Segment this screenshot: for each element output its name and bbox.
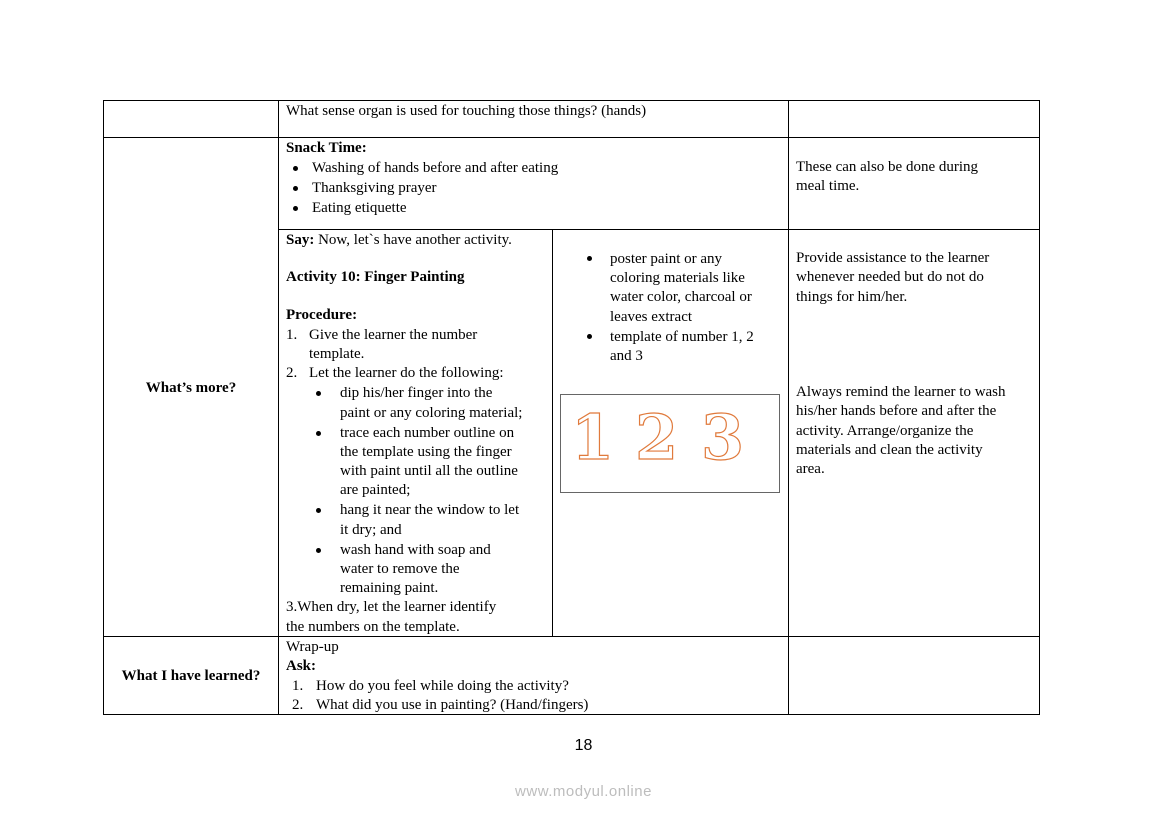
bullet-icon xyxy=(293,166,298,171)
question-number: 1. xyxy=(292,678,304,694)
note-line: area. xyxy=(796,461,825,477)
bullet-icon xyxy=(316,508,321,513)
bullet-icon xyxy=(587,256,592,261)
template-digit-1: 1 xyxy=(571,401,615,474)
bullet-icon xyxy=(316,548,321,553)
table-left-border xyxy=(103,100,104,715)
sub-item-line: the template using the finger xyxy=(340,444,512,460)
watermark: www.modyul.online xyxy=(515,783,652,800)
column-divider-materials xyxy=(552,229,553,637)
say-text: Now, let`s have another activity. xyxy=(314,232,512,248)
phase-whats-more: What’s more? xyxy=(145,380,237,396)
material-line: poster paint or any xyxy=(610,251,723,267)
note-line: activity. Arrange/organize the xyxy=(796,423,974,439)
snack-note-line: These can also be done during xyxy=(796,159,979,175)
say-label: Say: xyxy=(286,232,315,248)
snack-item: Eating etiquette xyxy=(312,200,407,216)
sub-item-line: remaining paint. xyxy=(340,580,439,596)
procedure-label: Procedure: xyxy=(286,307,358,323)
number-template-image xyxy=(560,394,780,493)
touch-question: What sense organ is used for touching those things? (hands) xyxy=(286,103,647,119)
wrap-up-question: What did you use in painting? (Hand/fingers) xyxy=(316,697,589,713)
bullet-icon xyxy=(316,431,321,436)
column-divider-1 xyxy=(278,100,279,715)
snack-item: Washing of hands before and after eating xyxy=(312,160,559,176)
step-line: Let the learner do the following: xyxy=(309,365,504,381)
say-line xyxy=(286,231,512,251)
activity-title: Activity 10: Finger Painting xyxy=(286,269,465,285)
note-line: Always remind the learner to wash xyxy=(796,384,1006,400)
snack-title: Snack Time: xyxy=(286,140,367,156)
row-divider-2 xyxy=(278,229,1040,230)
snack-note-line: meal time. xyxy=(796,178,860,194)
template-digit-3: 3 xyxy=(701,401,745,474)
material-line: water color, charcoal or xyxy=(610,289,752,305)
row-divider-1 xyxy=(103,137,1040,138)
column-divider-2 xyxy=(788,100,789,715)
material-line: and 3 xyxy=(610,348,643,364)
note-line: things for him/her. xyxy=(796,289,908,305)
step-number: 2. xyxy=(286,365,298,381)
template-digit-2: 2 xyxy=(635,401,679,474)
sub-item-line: wash hand with soap and xyxy=(340,542,491,558)
note-line: whenever needed but do not do xyxy=(796,269,984,285)
sub-item-line: are painted; xyxy=(340,482,411,498)
sub-item-line: with paint until all the outline xyxy=(340,463,518,479)
step-number: 1. xyxy=(286,327,298,343)
sub-item-line: trace each number outline on xyxy=(340,425,515,441)
material-line: leaves extract xyxy=(610,309,693,325)
ask-label: Ask: xyxy=(286,658,317,674)
question-number: 2. xyxy=(292,697,304,713)
step-line: template. xyxy=(309,346,365,362)
table-top-border xyxy=(103,100,1040,101)
step-line: Give the learner the number xyxy=(309,327,478,343)
note-line: materials and clean the activity xyxy=(796,442,983,458)
bullet-icon xyxy=(587,334,592,339)
wrap-up-label: Wrap-up xyxy=(286,639,339,655)
bullet-icon xyxy=(293,206,298,211)
sub-item-line: water to remove the xyxy=(340,561,460,577)
phase-what-i-have-learned: What I have learned? xyxy=(121,668,261,684)
bullet-icon xyxy=(316,391,321,396)
snack-item: Thanksgiving prayer xyxy=(312,180,437,196)
sub-item-line: paint or any coloring material; xyxy=(340,405,523,421)
row-divider-3 xyxy=(103,636,1040,637)
step3-line: the numbers on the template. xyxy=(286,619,460,635)
bullet-icon xyxy=(293,186,298,191)
step3-line: 3.When dry, let the learner identify xyxy=(286,599,497,615)
note-line: Provide assistance to the learner xyxy=(796,250,990,266)
sub-item-line: dip his/her finger into the xyxy=(340,385,493,401)
note-line: his/her hands before and after the xyxy=(796,403,997,419)
wrap-up-question: How do you feel while doing the activity? xyxy=(316,678,569,694)
sub-item-line: it dry; and xyxy=(340,522,402,538)
page-number: 18 xyxy=(574,737,593,754)
material-line: coloring materials like xyxy=(610,270,745,286)
material-line: template of number 1, 2 xyxy=(610,329,754,345)
sub-item-line: hang it near the window to let xyxy=(340,502,520,518)
table-right-border xyxy=(1039,100,1040,715)
